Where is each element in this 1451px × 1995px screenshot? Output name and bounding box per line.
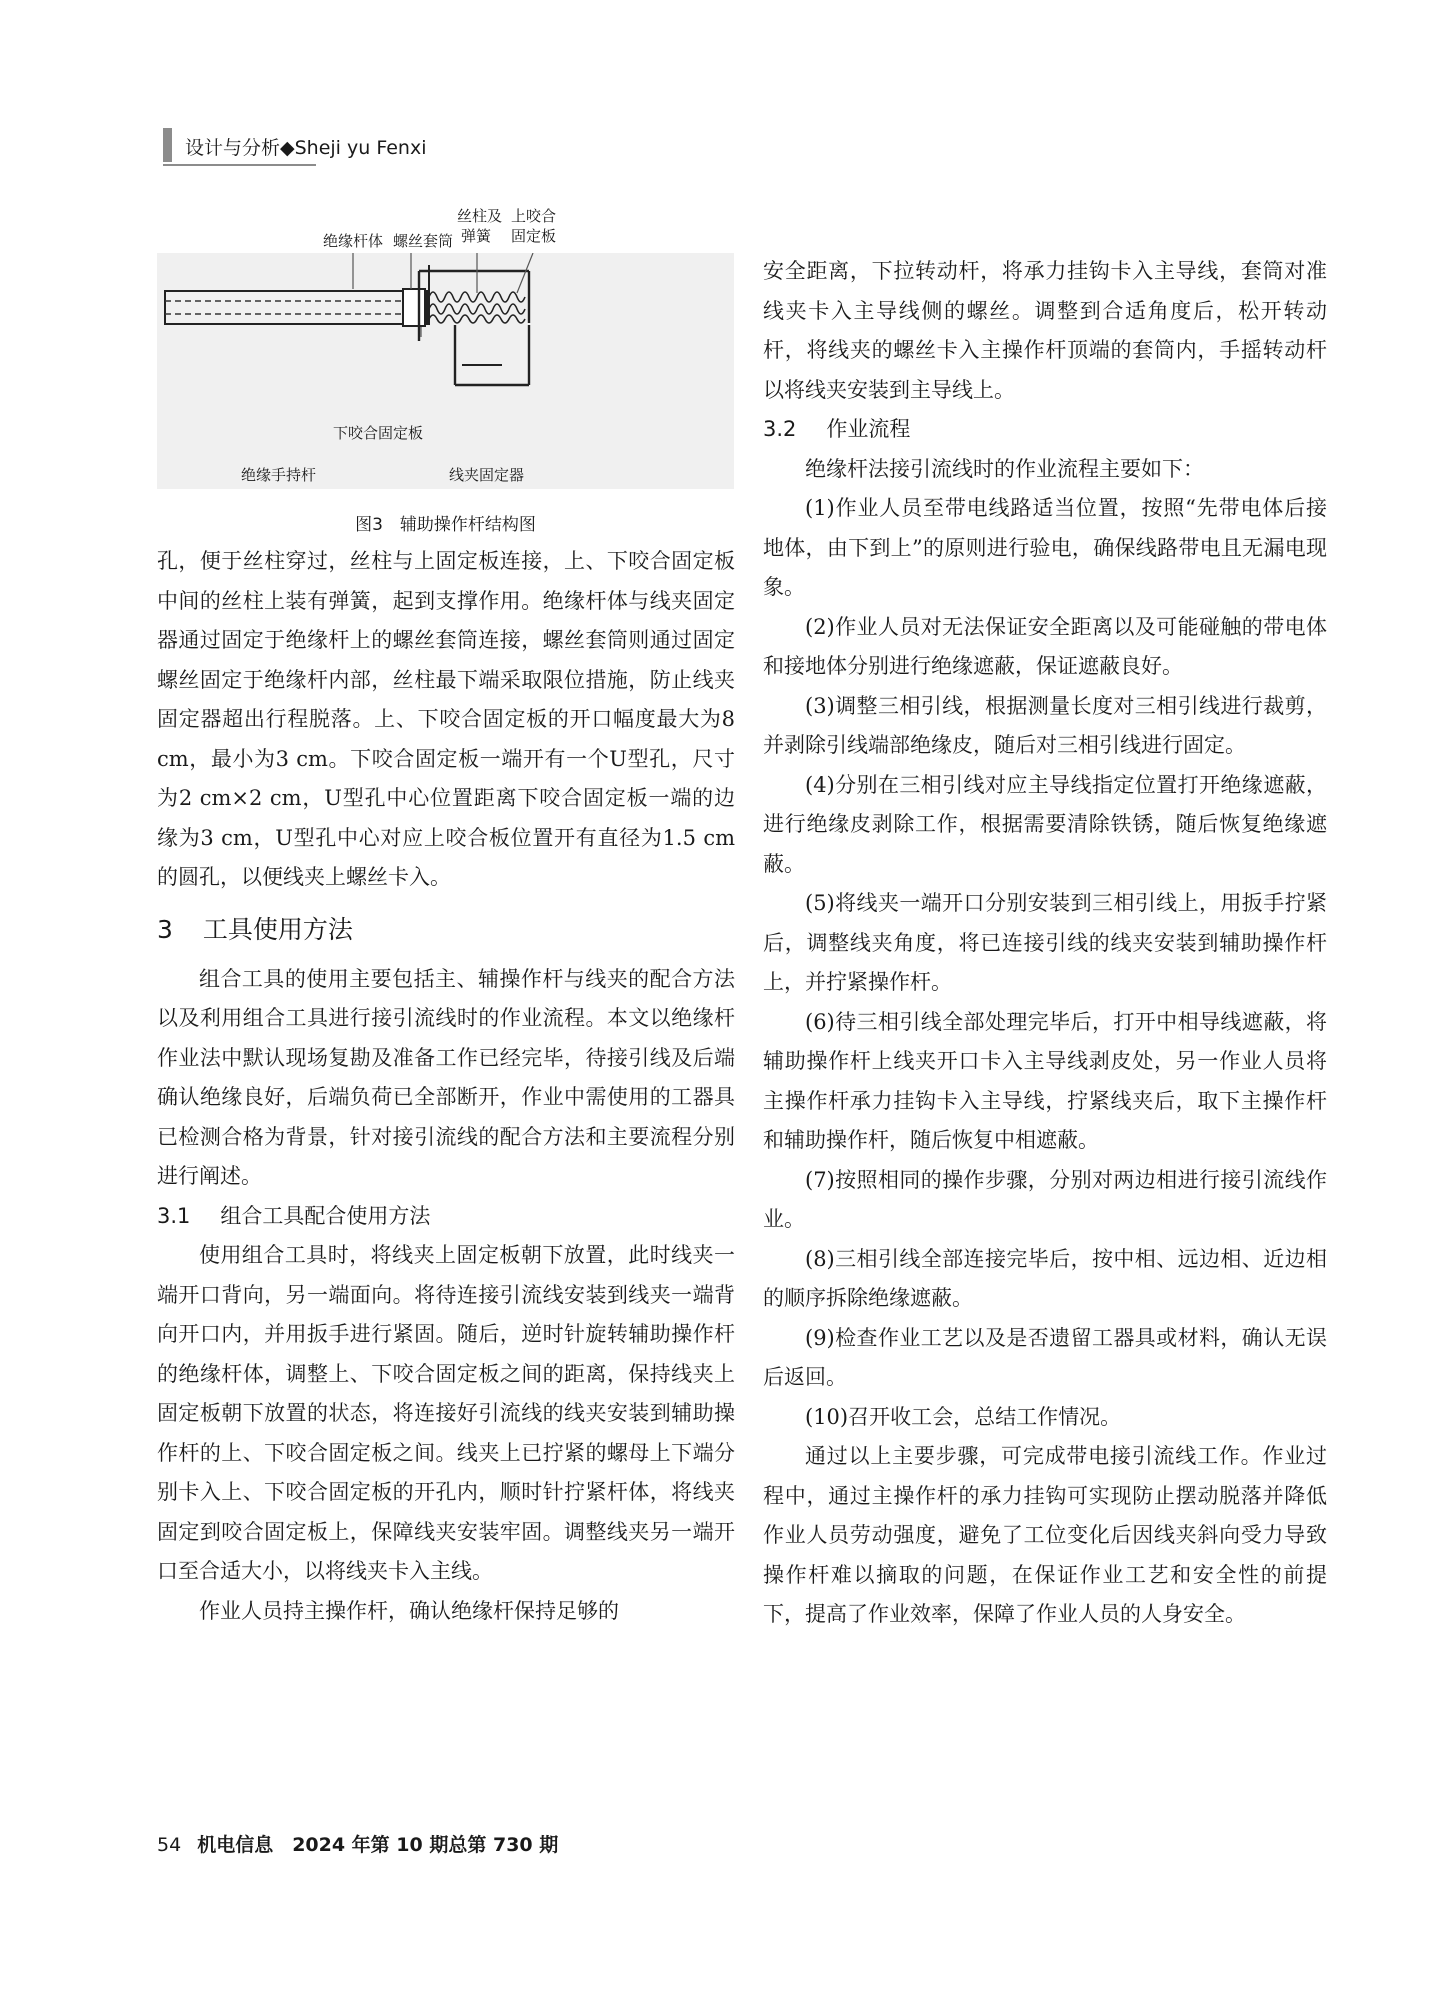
left-column (157, 542, 735, 1631)
label-screw-spring-1: 丝柱及 (457, 207, 503, 225)
section-3-number: 3 (157, 914, 173, 944)
label-screw-sleeve: 螺丝套筒 (393, 232, 454, 250)
header-accent-bar (163, 128, 172, 162)
label-upper-plate-1: 上咬合 (511, 207, 557, 225)
step-2: (2)作业人员对无法保证安全距离以及可能碰触的带电体和接地体分别进行绝缘遮蔽，保证遮蔽良好。 (763, 614, 1327, 678)
step-8: (8)三相引线全部连接完毕后，按中相、远边相、近边相的顺序拆除绝缘遮蔽。 (763, 1246, 1327, 1310)
rod-diagram (157, 253, 734, 489)
section-3-1-heading (157, 1197, 735, 1237)
step-3: (3)调整三相引线，根据测量长度对三相引线进行裁剪，并剥除引线端部绝缘皮，随后对三相引线进行固定。 (763, 693, 1327, 757)
page-number: 54 (157, 1834, 182, 1856)
section-3-title: 工具使用方法 (202, 914, 353, 944)
step-5: (5)将线夹一端开口分别安装到三相引线上，用扳手拧紧后，调整线夹角度，将已连接引线的线夹安装到辅助操作杆上，并拧紧操作杆。 (763, 891, 1327, 994)
journal-info: 机电信息 2024 年第 10 期总第 730 期 (197, 1834, 559, 1856)
step-6: (6)待三相引线全部处理完毕后，打开中相导线遮蔽，将辅助操作杆上线夹开口卡入主导线剥皮处，另一作业人员将主操作杆承力挂钩卡入主导线，拧紧线夹后，取下主操作杆和辅助操作杆，随后恢复中相遮蔽。 (763, 1009, 1327, 1152)
right-column (763, 252, 1327, 1635)
figure-3 (157, 207, 734, 489)
rod-body-outline (165, 291, 427, 324)
step-4: (4)分别在三相引线对应主导线指定位置打开绝缘遮蔽，进行绝缘皮剥除工作，根据需要清除铁锈，随后恢复绝缘遮蔽。 (763, 772, 1327, 876)
section-label: 设计与分析◆Sheji yu Fenxi (185, 137, 427, 159)
header-rule (163, 164, 316, 166)
section-3-2-heading (763, 410, 1327, 450)
section-3-1-number: 3.1 (157, 1203, 191, 1228)
right-paragraph-2: 绝缘杆法接引流线时的作业流程主要如下： (805, 456, 1204, 481)
label-clamp-holder: 线夹固定器 (449, 466, 525, 484)
label-upper-plate-2: 固定板 (511, 227, 557, 245)
left-paragraph-3: 使用组合工具时，将线夹上固定板朝下放置，此时线夹一端开口背向，另一端面向。将待连接引流线安装到线夹一端背向开口内，并用扳手进行紧固。随后，逆时针旋转辅助操作杆的绝缘杆体，调整上、下咬合固定板之间的距离，保持线夹上固定板朝下放置的状态，将连接好引流线的线夹安装到辅助操作杆的上、下咬合固定板之间。线夹上已拧紧的螺母上下端分别卡入上、下咬合固定板的开孔内，顺时针拧紧杆体，将线夹固定到咬合固定板上，保障线夹安装牢固。调整线夹另一端开口至合适大小，以将线夹卡入主线。 (157, 1243, 735, 1583)
right-paragraph-3: 通过以上主要步骤，可完成带电接引流线工作。作业过程中，通过主操作杆的承力挂钩可实现防止摆动脱落并降低作业人员劳动强度，避免了工位变化后因线夹斜向受力导致操作杆难以摘取的问题，在保证作业工艺和安全性的前提下，提高了作业效率，保障了作业人员的人身安全。 (763, 1444, 1327, 1626)
step-7: (7)按照相同的操作步骤，分别对两边相进行接引流线作业。 (763, 1167, 1327, 1231)
label-lower-plate: 下咬合固定板 (333, 424, 424, 442)
step-9: (9)检查作业工艺以及是否遗留工器具或材料，确认无误后返回。 (763, 1325, 1327, 1389)
spring-coil (429, 292, 525, 323)
step-10: (10)召开收工会，总结工作情况。 (805, 1404, 1122, 1429)
section-3-heading (157, 910, 735, 950)
section-3-2-number: 3.2 (763, 417, 797, 441)
section-3-2-title: 作业流程 (826, 417, 911, 441)
step-1: (1)作业人员至带电线路适当位置，按照“先带电体后接地体，由下到上”的原则进行验电，确保线路带电且无漏电现象。 (763, 496, 1327, 599)
left-paragraph-4: 作业人员持主操作杆，确认绝缘杆保持足够的 (199, 1598, 619, 1623)
left-paragraph-2: 组合工具的使用主要包括主、辅操作杆与线夹的配合方法以及利用组合工具进行接引流线时的作业流程。本文以绝缘杆作业法中默认现场复勘及准备工作已经完毕，待接引线及后端确认绝缘良好，后端负荷已全部断开，作业中需使用的工器具已检测合格为背景，针对接引流线的配合方法和主要流程分别进行阐述。 (157, 966, 735, 1188)
label-rod-body: 绝缘杆体 (323, 232, 384, 250)
right-paragraph-1: 安全距离，下拉转动杆，将承力挂钩卡入主导线，套筒对准线夹卡入主导线侧的螺丝。调整到合适角度后，松开转动杆，将线夹的螺丝卡入主操作杆顶端的套筒内，手摇转动杆以将线夹安装到主导线上。 (763, 259, 1327, 402)
left-paragraph-1: 孔，便于丝柱穿过，丝柱与上固定板连接，上、下咬合固定板中间的丝柱上装有弹簧，起到支撑作用。绝缘杆体与线夹固定器通过固定于绝缘杆上的螺丝套筒连接，螺丝套筒则通过固定螺丝固定于绝缘杆内部，丝柱最下端采取限位措施，防止线夹固定器超出行程脱落。上、下咬合固定板的开口幅度最大为8 cm，最小为3 cm。下咬合固定板一端开有一个U型孔，尺寸为2 cm×2 cm，U型孔中心位置距离下咬合固定板一端的边缘为3 cm，U型孔中心对应上咬合板位置开有直径为1.5 cm的圆孔，以便线夹上螺丝卡入。 (157, 549, 735, 889)
page-footer (157, 1830, 558, 1857)
screw-sleeve-shape (403, 289, 425, 326)
figure-caption: 图3 辅助操作杆结构图 (355, 515, 536, 535)
section-3-1-title: 组合工具配合使用方法 (220, 1203, 431, 1228)
label-handle: 绝缘手持杆 (241, 466, 317, 484)
label-screw-spring-2: 弹簧 (461, 227, 492, 245)
